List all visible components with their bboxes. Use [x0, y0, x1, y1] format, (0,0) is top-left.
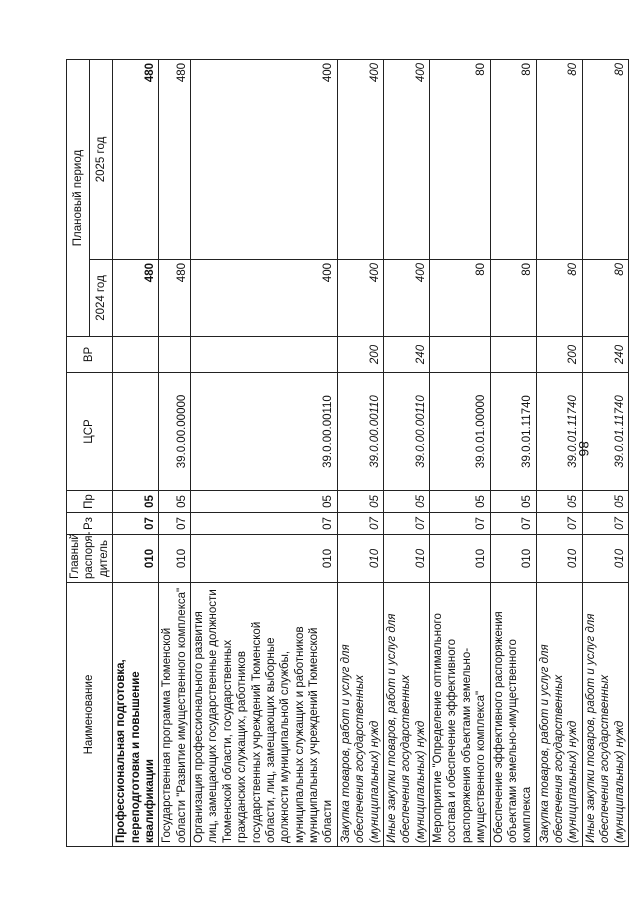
table-cell-2024: 80 — [582, 260, 628, 337]
table-cell-pr: 05 — [536, 491, 582, 513]
header-manager: Главный распоря-дитель — [67, 535, 113, 583]
table-cell-csr: 39.0.00.00110 — [337, 373, 383, 491]
table-cell-manager: 010 — [430, 535, 491, 583]
table-cell-pr: 05 — [113, 491, 159, 513]
table-cell-csr: 39.0.00.00110 — [191, 373, 338, 491]
table-cell-2024: 480 — [113, 260, 159, 337]
table-row — [490, 59, 536, 846]
table-cell-vr — [191, 337, 338, 373]
table-cell-2024: 80 — [536, 260, 582, 337]
table-cell-pr: 05 — [490, 491, 536, 513]
table-cell-2025: 80 — [536, 59, 582, 259]
table-cell-pr: 05 — [191, 491, 338, 513]
table-cell-pr: 05 — [430, 491, 491, 513]
table-row — [536, 59, 582, 846]
table-cell-name: Закупка товаров, работ и услуг для обеспечения государственных (муниципальных) нужд — [337, 583, 383, 847]
table-row — [113, 59, 159, 846]
table-cell-rz: 07 — [582, 513, 628, 535]
table-cell-vr: 240 — [582, 337, 628, 373]
table-cell-2025: 400 — [383, 59, 429, 259]
header-row-1 — [67, 59, 90, 846]
table-cell-name: Закупка товаров, работ и услуг для обеспечения государственных (муниципальных) нужд — [536, 583, 582, 847]
table-cell-rz: 07 — [113, 513, 159, 535]
table-cell-name: Мероприятие "Определение оптимального состава и обеспечение эффективного распоряжения объектами земельно-имущественного комплекса" — [430, 583, 491, 847]
table-cell-name: Государственная программа Тюменской области "Развитие имущественного комплекса" — [159, 583, 191, 847]
table-cell-vr: 240 — [383, 337, 429, 373]
table-cell-2024: 400 — [383, 260, 429, 337]
budget-table — [66, 59, 629, 847]
table-cell-pr: 05 — [337, 491, 383, 513]
table-cell-pr: 05 — [383, 491, 429, 513]
table-cell-name: Иные закупки товаров, работ и услуг для обеспечения государственных (муниципальных) нужд — [383, 583, 429, 847]
table-cell-manager: 010 — [337, 535, 383, 583]
table-cell-vr — [159, 337, 191, 373]
table-cell-csr: 39.0.01.00000 — [430, 373, 491, 491]
table-cell-2025: 80 — [490, 59, 536, 259]
table-row — [582, 59, 628, 846]
table-cell-vr — [430, 337, 491, 373]
header-vr: ВР — [67, 337, 113, 373]
header-csr: ЦСР — [67, 373, 113, 491]
table-cell-csr: 39.0.00.00000 — [159, 373, 191, 491]
table-cell-vr: 200 — [536, 337, 582, 373]
table-cell-csr: 39.0.01.11740 — [536, 373, 582, 491]
table-cell-csr: 39.0.00.00110 — [383, 373, 429, 491]
table-cell-manager: 010 — [113, 535, 159, 583]
table-cell-rz: 07 — [490, 513, 536, 535]
table-body — [113, 59, 629, 846]
table-cell-manager: 010 — [191, 535, 338, 583]
header-year-2024: 2024 год — [90, 260, 113, 337]
table-cell-manager: 010 — [582, 535, 628, 583]
table-cell-2024: 80 — [490, 260, 536, 337]
table-cell-manager: 010 — [536, 535, 582, 583]
page-number: 86 — [576, 441, 592, 457]
table-row — [383, 59, 429, 846]
table-cell-2024: 400 — [191, 260, 338, 337]
table-cell-name: Профессиональная подготовка, переподготовка и повышение квалификации — [113, 583, 159, 847]
table-row — [430, 59, 491, 846]
table-cell-rz: 07 — [536, 513, 582, 535]
table-cell-manager: 010 — [383, 535, 429, 583]
table-cell-rz: 07 — [337, 513, 383, 535]
header-planning-period: Плановый период — [67, 59, 90, 336]
table-cell-pr: 05 — [582, 491, 628, 513]
table-cell-2025: 480 — [159, 59, 191, 259]
table-cell-rz: 07 — [159, 513, 191, 535]
header-year-2025: 2025 год — [90, 59, 113, 259]
table-cell-rz: 07 — [191, 513, 338, 535]
table-cell-csr — [113, 373, 159, 491]
table-cell-csr: 39.0.01.11740 — [582, 373, 628, 491]
table-cell-2024: 80 — [430, 260, 491, 337]
header-name: Наименование — [67, 583, 113, 847]
table-cell-name: Обеспечение эффективного распоряжения объектами земельно-имущественного комплекса — [490, 583, 536, 847]
table-cell-vr: 200 — [337, 337, 383, 373]
table-row — [159, 59, 191, 846]
header-pr: Пр — [67, 491, 113, 513]
table-cell-vr — [490, 337, 536, 373]
table-cell-pr: 05 — [159, 491, 191, 513]
table-cell-rz: 07 — [430, 513, 491, 535]
table-row — [337, 59, 383, 846]
table-cell-manager: 010 — [490, 535, 536, 583]
table-cell-2025: 400 — [337, 59, 383, 259]
table-cell-name: Иные закупки товаров, работ и услуг для обеспечения государственных (муниципальных) нужд — [582, 583, 628, 847]
table-cell-2024: 480 — [159, 260, 191, 337]
table-cell-2025: 80 — [430, 59, 491, 259]
table-cell-manager: 010 — [159, 535, 191, 583]
table-cell-2025: 400 — [191, 59, 338, 259]
table-row — [191, 59, 338, 846]
table-cell-vr — [113, 337, 159, 373]
table-cell-name: Организация профессионального развития лиц, замещающих государственные должности Тюменской области, государственных гражданских служащих, работников государственных учреждений Тюменской области, лиц, замещающих выборные должности муниципальной службы, муниципальных служащих и работников муниципальных учреждений Тюменской области — [191, 583, 338, 847]
table-cell-rz: 07 — [383, 513, 429, 535]
table-cell-2024: 400 — [337, 260, 383, 337]
table-cell-2025: 480 — [113, 59, 159, 259]
table-cell-csr: 39.0.01.11740 — [490, 373, 536, 491]
table-cell-2025: 80 — [582, 59, 628, 259]
header-rz: Рз — [67, 513, 113, 535]
